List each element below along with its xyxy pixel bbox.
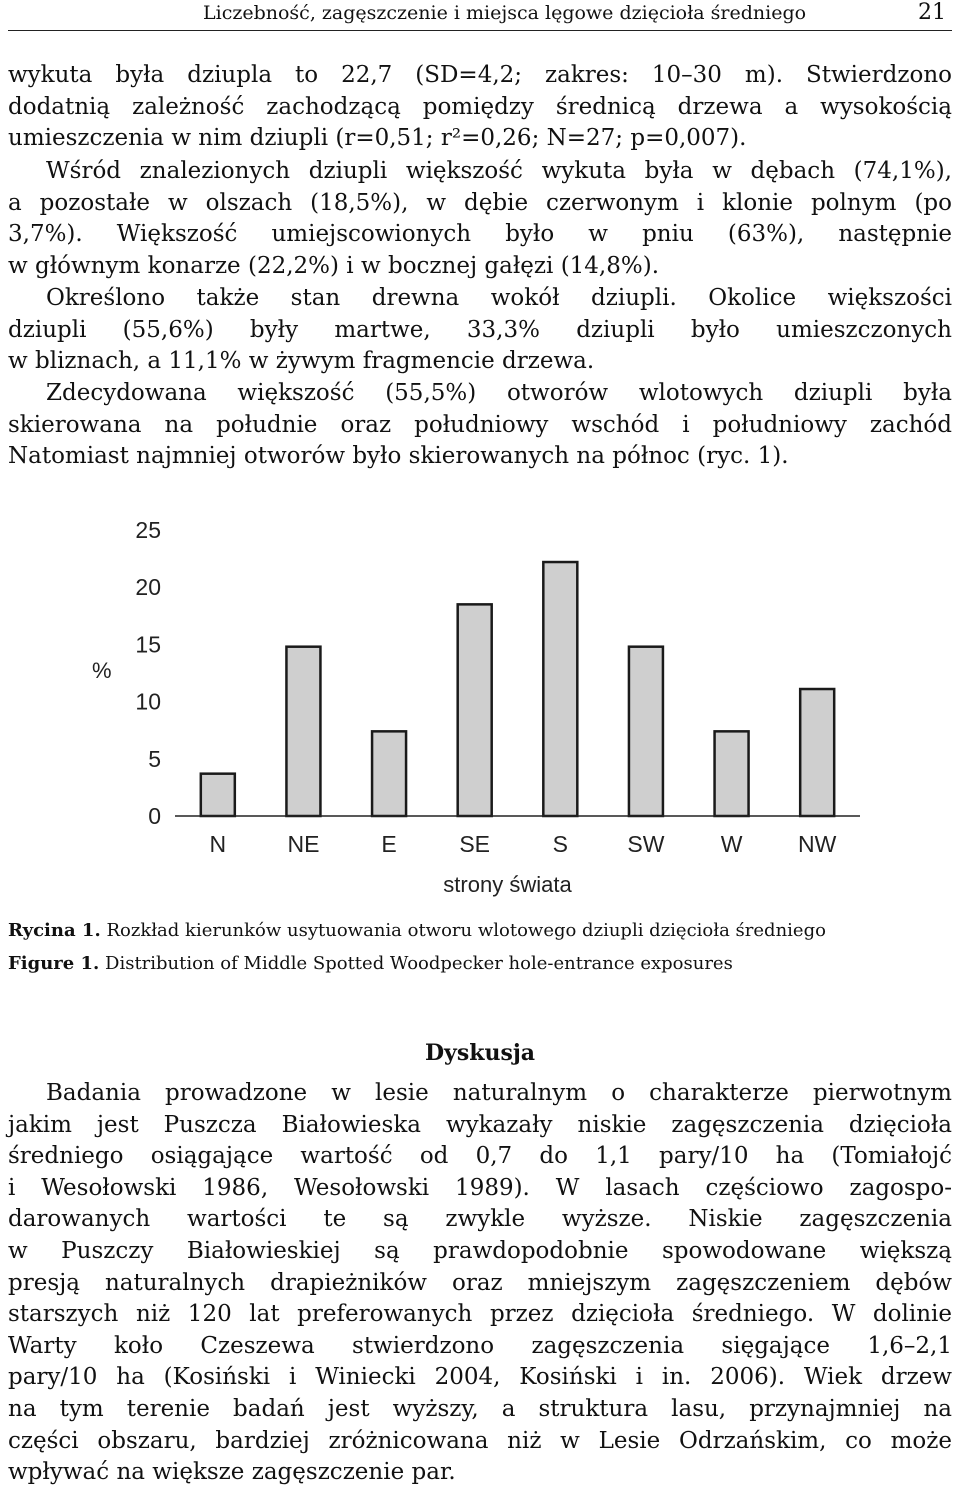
x-tick-label: SE: [459, 831, 491, 857]
bar-n: [201, 774, 235, 816]
text-line: a pozostałe w olszach (18,5%), w dębie czerwonym i klonie polnym (po: [8, 189, 952, 216]
text-line: części obszaru, bardziej zróżnicowana niż w Lesie Odrzańskim, co może: [8, 1427, 952, 1454]
text-line: umieszczenia w nim dziupli (r=0,51; r²=0,26; N=27; p=0,007).: [8, 125, 747, 152]
bar-ne: [286, 647, 320, 816]
figure-1-chart: [80, 510, 860, 905]
text-line: i Wesołowski 1986, Wesołowski 1989). W lasach częściowo zagospo-: [8, 1174, 952, 1201]
text-line: starszych niż 120 lat preferowanych przez dzięcioła średniego. W dolinie: [8, 1301, 952, 1328]
caption-text-pl: Rozkład kierunków usytuowania otworu wlotowego dziupli dzięcioła średniego: [100, 920, 826, 941]
text-line: jakim jest Puszcza Białowieska wykazały niskie zagęszczenia dzięcioła: [8, 1111, 952, 1138]
x-tick-label: SW: [627, 831, 665, 857]
paragraph-3: [8, 283, 952, 378]
x-tick-label: NE: [287, 831, 320, 857]
caption-label-en: Figure 1.: [8, 953, 100, 974]
text-line: 3,7%). Większość umiejscowionych było w pniu (63%), następnie: [8, 221, 952, 248]
text-line: dodatnią zależność zachodzącą pomiędzy średnicą drzewa a wysokością: [8, 93, 952, 120]
y-tick-label: 25: [135, 517, 161, 543]
paragraph-2: [8, 156, 952, 282]
text-line: w głównym konarze (22,2%) i w bocznej gałęzi (14,8%).: [8, 252, 660, 279]
figure-caption-en: [8, 953, 733, 974]
text-line: w bliznach, a 11,1% w żywym fragmencie drzewa.: [8, 348, 595, 375]
y-tick-label: 10: [135, 688, 161, 715]
text-line: presją naturalnych drapieżników oraz mniejszym zagęszczeniem dębów: [8, 1269, 952, 1296]
text-line: darowanych wartości te są zwykle wyższe. Niskie zagęszczenia: [8, 1206, 952, 1233]
x-tick-label: E: [381, 831, 397, 857]
text-line: na tym terenie badań jest wyższy, a struktura lasu, przynajmniej na: [8, 1395, 952, 1422]
bar-s: [543, 562, 577, 816]
x-axis-label: strony świata: [443, 872, 572, 897]
bar-e: [372, 731, 406, 816]
text-line: Badania prowadzone w lesie naturalnym o charakterze pierwotnym: [46, 1080, 952, 1106]
text-line: średniego osiągające wartość od 0,7 do 1,1 pary/10 ha (Tomiałojć: [8, 1143, 952, 1170]
text-line: Natomiast najmniej otworów było skierowanych na północ (ryc. 1).: [8, 443, 789, 470]
text-line: w Puszczy Białowieskiej są prawdopodobnie spowodowane większą: [8, 1237, 952, 1264]
text-line: wykuta była dziupla to 22,7 (SD=4,2; zakres: 10–30 m). Stwierdzono: [8, 62, 952, 88]
text-line: wpływać na większe zagęszczenie par.: [8, 1459, 456, 1486]
caption-label-pl: Rycina 1.: [8, 920, 101, 941]
text-line: Wśród znalezionych dziupli większość wykuta była w dębach (74,1%),: [46, 158, 952, 184]
text-line: Określono także stan drewna wokół dziupli. Okolice większości: [46, 285, 952, 311]
bar-sw: [629, 647, 663, 816]
running-head: [8, 0, 952, 31]
text-line: dziupli (55,6%) były martwe, 33,3% dziupli było umieszczonych: [8, 316, 952, 343]
text-line: pary/10 ha (Kosiński i Winiecki 2004, Kosiński i in. 2006). Wiek drzew: [8, 1364, 952, 1391]
x-tick-label: NW: [798, 831, 837, 857]
y-tick-label: 0: [148, 803, 161, 829]
bar-se: [458, 604, 492, 816]
y-tick-label: 5: [148, 745, 161, 772]
x-tick-label: N: [209, 831, 227, 857]
bar-chart: [80, 510, 860, 905]
x-tick-label: W: [720, 831, 743, 857]
text-line: Warty koło Czeszewa stwierdzono zagęszczenia sięgające 1,6–2,1: [8, 1332, 952, 1359]
paragraph-5: [8, 1078, 952, 1489]
running-head-title: Liczebność, zagęszczenie i miejsca lęgowe dzięcioła średniego: [203, 2, 807, 24]
text-line: Zdecydowana większość (55,5%) otworów wlotowych dziupli była: [46, 380, 952, 406]
y-tick-label: 15: [135, 631, 161, 658]
text-line: skierowana na południe oraz południowy wschód i południowy zachód: [8, 411, 952, 438]
section-heading: Dyskusja: [424, 1040, 536, 1066]
y-axis-label: %: [92, 658, 112, 683]
bar-w: [715, 731, 749, 816]
bar-nw: [800, 689, 834, 816]
caption-text-en: Distribution of Middle Spotted Woodpecker hole-entrance exposures: [99, 953, 733, 974]
figure-caption-pl: [8, 920, 826, 941]
paragraph-4: [8, 378, 952, 473]
paragraph-1: [8, 60, 952, 155]
page-number: 21: [918, 0, 946, 25]
y-tick-label: 20: [135, 574, 161, 601]
x-tick-label: S: [552, 831, 568, 857]
